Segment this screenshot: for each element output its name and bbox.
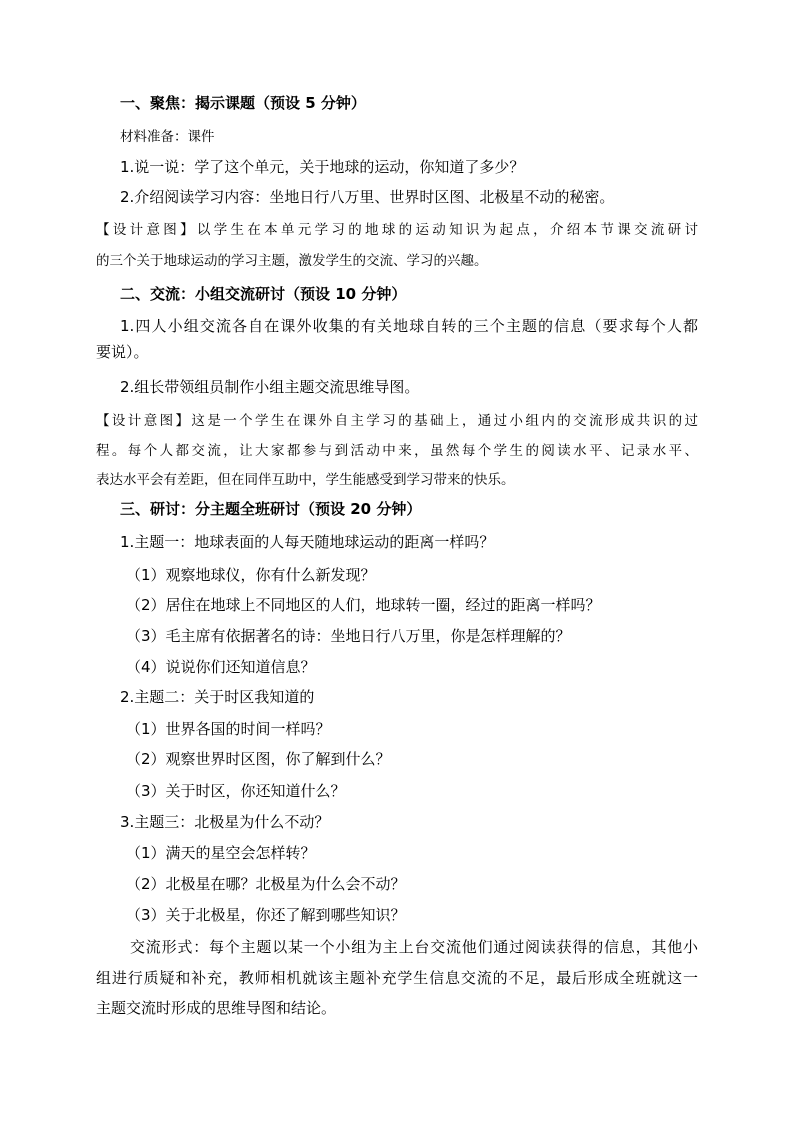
topic1-question1: （1）观察地球仪，你有什么新发现？: [126, 566, 376, 584]
topic2-question3: （3）关于时区，你还知道什么？: [126, 782, 346, 800]
section2-item1-line1: 1.四人小组交流各自在课外收集的有关地球自转的三个主题的信息（要求每个人都: [120, 317, 698, 335]
exchange-form-line3: 主题交流时形成的思维导图和结论。: [96, 999, 337, 1017]
section1-heading: 一、聚焦：揭示课题（预设 5 分钟）: [120, 94, 366, 112]
topic2-title: 2.主题二：关于时区我知道的: [120, 688, 315, 706]
section2-design-line1: 【设计意图】这是一个学生在课外自主学习的基础上，通过小组内的交流形成共识的过: [96, 413, 698, 429]
section2-heading: 二、交流：小组交流研讨（预设 10 分钟）: [120, 285, 407, 303]
section1-item1: 1.说一说：学了这个单元，关于地球的运动，你知道了多少？: [120, 158, 525, 176]
section1-design-line2: 的三个关于地球运动的学习主题，激发学生的交流、学习的兴趣。: [96, 253, 488, 269]
topic3-title: 3.主题三：北极星为什么不动？: [120, 813, 330, 831]
topic1-question2: （2）居住在地球上不同地区的人们，地球转一圈，经过的距离一样吗？: [126, 596, 601, 614]
section1-item2: 2.介绍阅读学习内容：坐地日行八万里、世界时区图、北极星不动的秘密。: [120, 188, 615, 206]
section2-item2: 2.组长带领组员制作小组主题交流思维导图。: [120, 378, 420, 396]
topic1-question4: （4）说说你们还知道信息？: [126, 658, 316, 676]
topic2-question2: （2）观察世界时区图，你了解到什么？: [126, 750, 391, 768]
topic2-question1: （1）世界各国的时间一样吗？: [126, 720, 331, 738]
exchange-form-line2: 组进行质疑和补充，教师相机就该主题补充学生信息交流的不足，最后形成全班就这一: [96, 969, 698, 987]
topic3-question2: （2）北极星在哪？北极星为什么会不动？: [126, 875, 406, 893]
topic3-question3: （3）关于北极星，你还了解到哪些知识？: [126, 906, 406, 924]
section2-design-line2: 程。每个人都交流，让大家都参与到活动中来，虽然每个学生的阅读水平、记录水平、: [96, 443, 698, 459]
section1-design-line1: 【设计意图】以学生在本单元学习的地球的运动知识为起点，介绍本节课交流研讨: [96, 222, 698, 238]
exchange-form-line1: 交流形式：每个主题以某一个小组为主上台交流他们通过阅读获得的信息，其他小: [130, 938, 698, 956]
topic1-title: 1.主题一：地球表面的人每天随地球运动的距离一样吗？: [120, 533, 495, 551]
topic3-question1: （1）满天的星空会怎样转？: [126, 844, 316, 862]
topic1-question3: （3）毛主席有依据著名的诗：坐地日行八万里，你是怎样理解的？: [126, 627, 571, 645]
section2-item1-line2: 要说）。: [96, 343, 149, 361]
materials-line: 材料准备：课件: [120, 129, 215, 145]
section3-heading: 三、研讨：分主题全班研讨（预设 20 分钟）: [120, 500, 422, 518]
section2-design-line3: 表达水平会有差距，但在同伴互助中，学生能感受到学习带来的快乐。: [96, 472, 515, 488]
